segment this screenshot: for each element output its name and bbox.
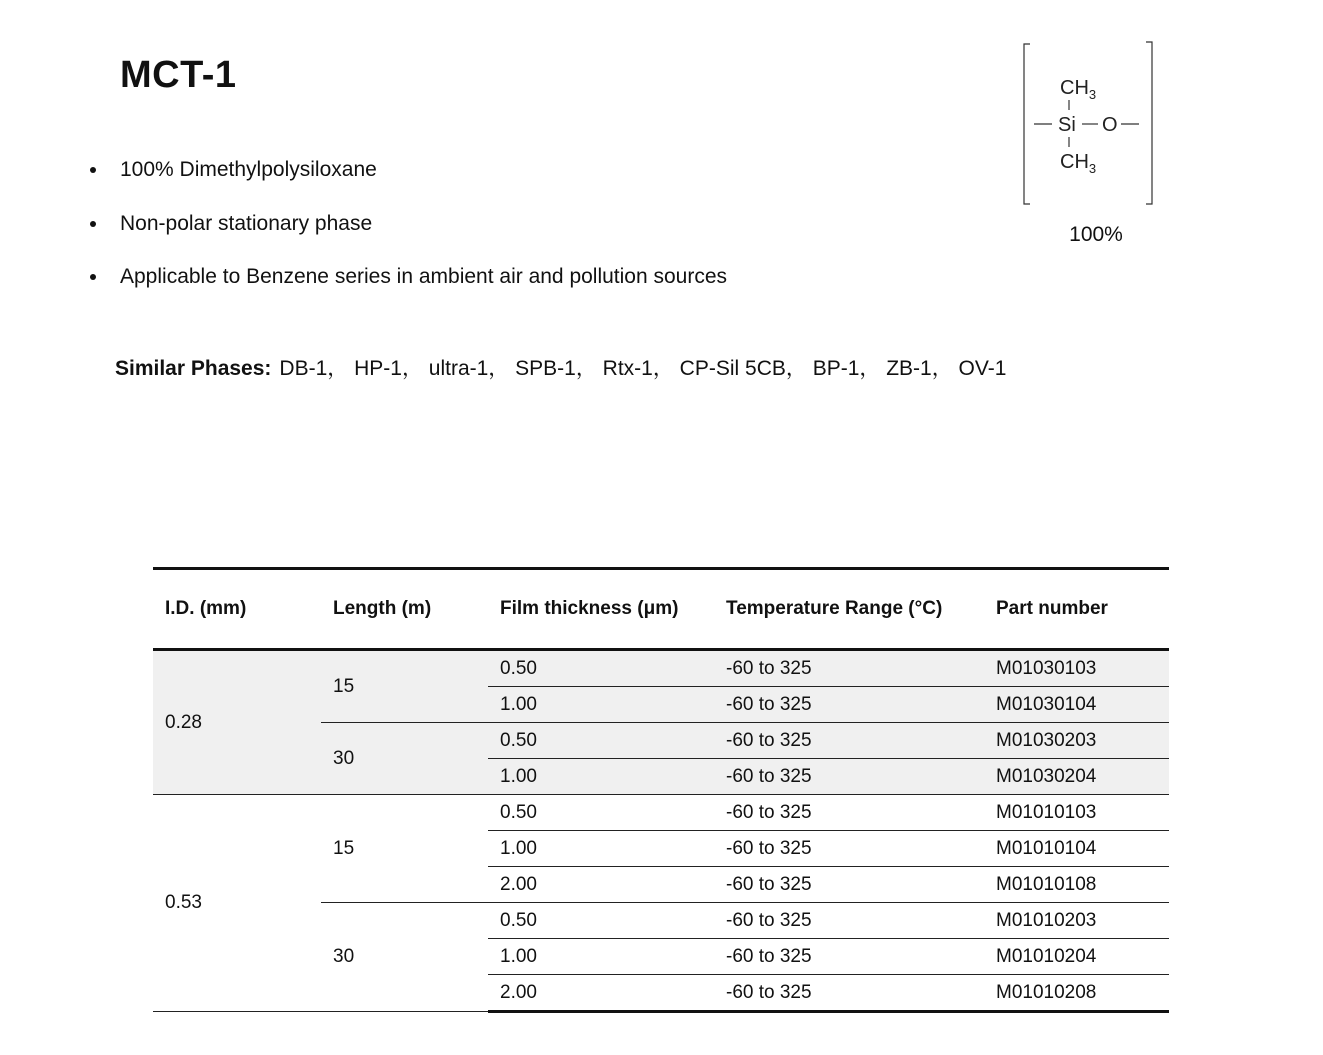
cell-temperature-range: -60 to 325 bbox=[714, 831, 984, 867]
similar-phases bbox=[115, 352, 1006, 382]
cell-temperature-range: -60 to 325 bbox=[714, 650, 984, 687]
cell-part-number: M01030103 bbox=[984, 650, 1169, 687]
cell-film-thickness: 0.50 bbox=[488, 903, 714, 939]
feature-item: 100% Dimethylpolysiloxane bbox=[86, 156, 727, 210]
header-temperature-range: Temperature Range (°C) bbox=[714, 569, 984, 650]
cell-film-thickness: 2.00 bbox=[488, 867, 714, 903]
bullet-icon bbox=[90, 274, 96, 280]
cell-temperature-range: -60 to 325 bbox=[714, 759, 984, 795]
cell-part-number: M01030104 bbox=[984, 687, 1169, 723]
cell-temperature-range: -60 to 325 bbox=[714, 867, 984, 903]
cell-temperature-range: -60 to 325 bbox=[714, 903, 984, 939]
cell-part-number: M01010108 bbox=[984, 867, 1169, 903]
cell-film-thickness: 1.00 bbox=[488, 831, 714, 867]
chemical-structure bbox=[1018, 38, 1158, 213]
cell-temperature-range: -60 to 325 bbox=[714, 795, 984, 831]
oxygen-label: O bbox=[1102, 114, 1118, 136]
similar-phases-value: DB-1， HP-1， ultra-1， SPB-1， Rtx-1， CP-Sil 5CB， BP-1， ZB-1， OV-1 bbox=[279, 357, 1007, 380]
cell-length: 15 bbox=[321, 795, 488, 903]
cell-part-number: M01030204 bbox=[984, 759, 1169, 795]
cell-film-thickness: 1.00 bbox=[488, 939, 714, 975]
cell-film-thickness: 1.00 bbox=[488, 687, 714, 723]
cell-film-thickness: 1.00 bbox=[488, 759, 714, 795]
feature-item: Applicable to Benzene series in ambient air and pollution sources bbox=[86, 263, 727, 317]
cell-part-number: M01010103 bbox=[984, 795, 1169, 831]
cell-temperature-range: -60 to 325 bbox=[714, 975, 984, 1012]
header-part-number: Part number bbox=[984, 569, 1169, 650]
structure-percent: 100% bbox=[1069, 223, 1123, 246]
table-row bbox=[153, 650, 1169, 687]
page-title: MCT-1 bbox=[120, 54, 237, 96]
header-film-thickness: Film thickness (μm) bbox=[488, 569, 714, 650]
top-methyl-label: $CH_3$ bbox=[1060, 77, 1097, 102]
header-length: Length (m) bbox=[321, 569, 488, 650]
cell-part-number: M01030203 bbox=[984, 723, 1169, 759]
column-spec-table bbox=[153, 567, 1169, 1013]
right-bracket-icon bbox=[1146, 42, 1152, 204]
feature-list bbox=[86, 156, 727, 317]
cell-film-thickness: 0.50 bbox=[488, 650, 714, 687]
cell-part-number: M01010208 bbox=[984, 975, 1169, 1012]
similar-phases-label: Similar Phases: bbox=[115, 357, 272, 380]
cell-film-thickness: 2.00 bbox=[488, 975, 714, 1012]
cell-id: 0.28 bbox=[153, 650, 321, 795]
cell-length: 15 bbox=[321, 650, 488, 723]
cell-part-number: M01010203 bbox=[984, 903, 1169, 939]
silicon-label: Si bbox=[1058, 114, 1076, 136]
feature-item: Non-polar stationary phase bbox=[86, 210, 727, 264]
cell-length: 30 bbox=[321, 723, 488, 795]
cell-part-number: M01010204 bbox=[984, 939, 1169, 975]
table-row bbox=[153, 795, 1169, 831]
cell-part-number: M01010104 bbox=[984, 831, 1169, 867]
bullet-icon bbox=[90, 167, 96, 173]
cell-length: 30 bbox=[321, 903, 488, 1012]
cell-temperature-range: -60 to 325 bbox=[714, 723, 984, 759]
table-header-row bbox=[153, 569, 1169, 650]
cell-film-thickness: 0.50 bbox=[488, 723, 714, 759]
cell-temperature-range: -60 to 325 bbox=[714, 687, 984, 723]
cell-id: 0.53 bbox=[153, 795, 321, 1012]
cell-temperature-range: -60 to 325 bbox=[714, 939, 984, 975]
header-id: I.D. (mm) bbox=[153, 569, 321, 650]
bottom-methyl-label: $CH_3$ bbox=[1060, 151, 1097, 176]
left-bracket-icon bbox=[1024, 44, 1030, 204]
bullet-icon bbox=[90, 221, 96, 227]
cell-film-thickness: 0.50 bbox=[488, 795, 714, 831]
